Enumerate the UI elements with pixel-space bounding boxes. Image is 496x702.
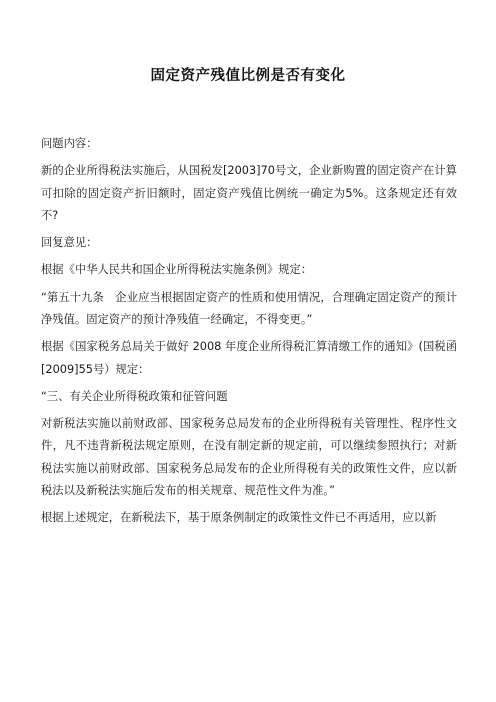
quote-paragraph: “第五十九条 企业应当根据固定资产的性质和使用情况，合理确定固定资产的预计净残值。固定资产的预计净残值一经确定，不得变更。” <box>41 290 457 327</box>
reply-paragraph: 根据《国家税务总局关于做好 2008 年度企业所得税汇算清缴工作的通知》(国税函[2009]55号）规定： <box>41 340 457 376</box>
question-text: 新的企业所得税法实施后，从国税发[2003]70号文，企业新购置的固定资产在计算可扣除的固定资产折旧额时，固定资产残值比例统一确定为5%。这条规定还有效不? <box>41 164 457 223</box>
reply-heading: 回复意见： <box>41 236 98 250</box>
document-title: 固定资产残值比例是否有变化 <box>150 68 346 84</box>
quote-heading: “三、有关企业所得税政策和征管问题 <box>41 389 228 403</box>
quote-paragraph: 对新税法实施以前财政部、国家税务总局发布的企业所得税有关管理性、程序性文件，凡不违背新税法规定原则，在没有制定新的规定前，可以继续参照执行；对新税法实施以前财政部、国家税务总局发布的企业所得税有关的政策性文件，应以新税法以及新税法实施后发布的相关规章、规范性文件为准。” <box>41 417 457 498</box>
reply-paragraph: 根据《中华人民共和国企业所得税法实施条例》规定： <box>41 263 313 277</box>
conclusion-paragraph: 根据上述规定，在新税法下，基于原条例制定的政策性文件已不再适用，应以新 <box>41 511 437 525</box>
document-body <box>41 133 457 535</box>
question-heading: 问题内容： <box>41 137 98 150</box>
